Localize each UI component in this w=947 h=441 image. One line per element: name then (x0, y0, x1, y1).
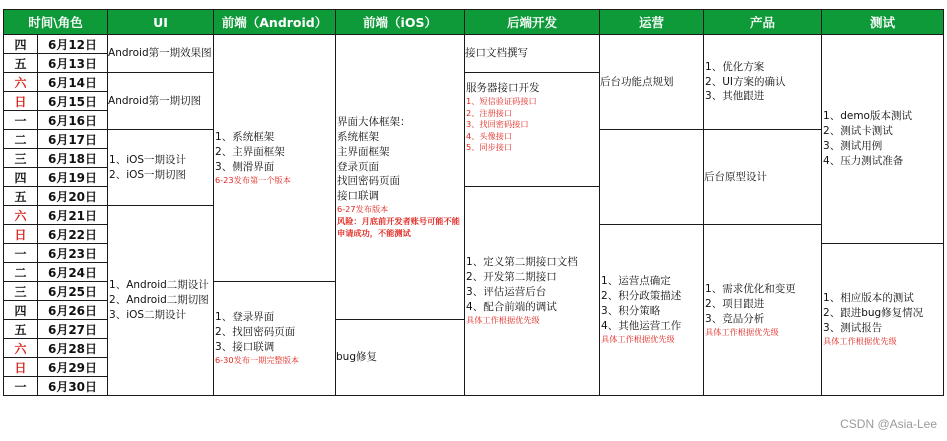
android-block-2 (214, 282, 336, 396)
ios-task: 系统框架 (337, 130, 380, 143)
date-cell: 6月19日 (38, 168, 108, 187)
backend-block-3 (465, 187, 600, 396)
ios-task: 界面大体框架： (337, 115, 411, 128)
backend-api-item: 3、找回密码接口 (466, 119, 529, 130)
date-cell: 6月20日 (38, 187, 108, 206)
weekday-cell: 四 (4, 168, 38, 187)
test-task: 1、demo版本测试 (823, 110, 912, 123)
weekday-cell: 六 (4, 73, 38, 92)
product-task: 3、竞品分析 (705, 312, 765, 325)
ui-task: 1、iOS一期设计 (109, 153, 187, 166)
product-task: 3、其他跟进 (705, 90, 765, 103)
backend-task: 1、定义第二期接口文档 (466, 256, 578, 269)
date-cell: 6月28日 (38, 339, 108, 358)
header-time-role: 时间\角色 (4, 10, 108, 35)
android-task: 1、登录界面 (215, 311, 275, 324)
product-priority-note: 具体工作根据优先级 (705, 326, 779, 337)
weekday-cell: 日 (4, 225, 38, 244)
date-cell: 6月26日 (38, 301, 108, 320)
backend-priority-note: 具体工作根据优先级 (466, 314, 540, 325)
date-cell: 6月23日 (38, 244, 108, 263)
date-cell: 6月22日 (38, 225, 108, 244)
date-cell: 6月15日 (38, 92, 108, 111)
weekday-cell: 五 (4, 320, 38, 339)
header-android: 前端（Android） (214, 10, 336, 35)
test-task: 2、测试卡测试 (823, 125, 893, 138)
date-cell: 6月29日 (38, 358, 108, 377)
android-block-1 (214, 35, 336, 282)
weekday-cell: 四 (4, 35, 38, 54)
android-task: 1、系统框架 (215, 130, 275, 143)
weekday-cell: 一 (4, 111, 38, 130)
ui-block-3 (108, 130, 214, 206)
date-cell: 6月21日 (38, 206, 108, 225)
ios-task: 找回密码页面 (337, 175, 401, 188)
ios-task: 接口联调 (337, 190, 380, 203)
backend-task: 2、开发第二期接口 (466, 271, 557, 284)
weekday-cell: 三 (4, 282, 38, 301)
ops-task: 4、其他运营工作 (601, 320, 682, 333)
weekday-cell: 日 (4, 358, 38, 377)
android-release-note: 6-30发布一期完整版本 (215, 355, 300, 366)
backend-task: 3、评估运营后台 (466, 286, 547, 299)
ui-block-2 (108, 73, 214, 130)
header-ui: UI (108, 10, 214, 35)
android-task: 3、侧滑界面 (215, 160, 275, 173)
date-cell: 6月27日 (38, 320, 108, 339)
weekday-cell: 二 (4, 130, 38, 149)
product-block-3 (704, 225, 822, 396)
ui-task: 1、Android二期设计 (109, 279, 209, 292)
android-release-note: 6-23发布第一个版本 (215, 174, 291, 185)
weekday-cell: 六 (4, 339, 38, 358)
product-block-2-text: 后台原型设计 (704, 170, 768, 183)
android-task: 2、主界面框架 (215, 145, 285, 158)
weekday-cell: 五 (4, 187, 38, 206)
ui-task: 2、Android二期切图 (109, 294, 209, 307)
weekday-cell: 一 (4, 244, 38, 263)
weekday-cell: 四 (4, 301, 38, 320)
product-task: 2、UI方案的确认 (705, 75, 786, 88)
backend-block-1 (465, 35, 600, 73)
ops-block-1 (600, 35, 704, 130)
ops-task: 1、运营点确定 (601, 275, 671, 288)
test-task: 3、测试用例 (823, 140, 883, 152)
header-product: 产品 (704, 10, 822, 35)
weekday-cell: 五 (4, 54, 38, 73)
backend-block-1-text: 接口文档撰写 (465, 47, 529, 60)
backend-task: 4、配合前端的调试 (466, 301, 557, 314)
date-cell: 6月16日 (38, 111, 108, 130)
ops-block-2 (600, 225, 704, 396)
table-row (4, 35, 944, 54)
product-task: 1、需求优化和变更 (705, 282, 796, 295)
weekday-cell: 六 (4, 206, 38, 225)
ios-risk-note: 风险：月底前开发者账号可能不能申请成功，不能测试 (337, 215, 460, 238)
test-task: 1、相应版本的测试 (823, 292, 914, 305)
ios-block-2-text: bug修复 (336, 351, 378, 364)
backend-api-item: 1、短信验证码接口 (466, 95, 537, 106)
ios-task: 主界面框架 (337, 145, 390, 158)
ui-task: 2、iOS一期切图 (109, 168, 187, 181)
date-cell: 6月25日 (38, 282, 108, 301)
date-cell: 6月14日 (38, 73, 108, 92)
header-test: 测试 (822, 10, 944, 35)
date-cell: 6月30日 (38, 377, 108, 396)
product-task: 2、项目跟进 (705, 297, 765, 310)
date-cell: 6月12日 (38, 35, 108, 54)
ios-block-2 (336, 320, 465, 396)
backend-api-item: 2、注册接口 (466, 107, 513, 118)
ops-task: 2、积分政策描述 (601, 290, 682, 303)
android-task: 3、接口联调 (215, 341, 275, 354)
schedule-table (3, 9, 944, 396)
backend-api-item: 4、头像接口 (466, 130, 513, 141)
backend-block-2 (465, 73, 600, 187)
ios-task: 登录页面 (337, 160, 380, 173)
test-block-2 (822, 244, 944, 396)
header-row (4, 10, 944, 35)
ui-block-4 (108, 206, 214, 396)
date-cell: 6月18日 (38, 149, 108, 168)
product-block-1 (704, 35, 822, 130)
product-block-2 (704, 130, 822, 225)
product-task: 1、优化方案 (705, 60, 765, 73)
test-priority-note: 具体工作根据优先级 (823, 336, 897, 347)
watermark: CSDN @Asia-Lee (840, 417, 937, 431)
header-backend: 后端开发 (465, 10, 600, 35)
ui-block-1 (108, 35, 214, 73)
weekday-cell: 日 (4, 92, 38, 111)
ops-task: 3、积分策略 (601, 305, 661, 318)
ops-block-1-text: 后台功能点规划 (600, 75, 674, 88)
header-ios: 前端（iOS） (336, 10, 465, 35)
date-cell: 6月13日 (38, 54, 108, 73)
ui-block-1-text: Android第一期效果图 (108, 47, 212, 60)
weekday-cell: 三 (4, 149, 38, 168)
ios-release-note: 6-27发布版本 (337, 204, 389, 215)
ui-block-2-text: Android第一期切图 (108, 94, 202, 107)
test-task: 2、跟进bug修复情况 (823, 307, 924, 320)
android-task: 2、找回密码页面 (215, 326, 296, 339)
test-task: 4、压力测试准备 (823, 154, 904, 167)
test-block-1 (822, 35, 944, 244)
weekday-cell: 二 (4, 263, 38, 282)
ui-task: 3、iOS二期设计 (109, 308, 187, 321)
backend-api-item: 5、同步接口 (466, 142, 513, 153)
test-task: 3、测试报告 (823, 322, 883, 335)
ops-block-2-spacer (600, 130, 704, 225)
date-cell: 6月17日 (38, 130, 108, 149)
weekday-cell: 一 (4, 377, 38, 396)
date-cell: 6月24日 (38, 263, 108, 282)
backend-block-2-title: 服务器接口开发 (466, 82, 540, 94)
header-ops: 运营 (600, 10, 704, 35)
ops-priority-note: 具体工作根据优先级 (601, 333, 675, 344)
ios-block-1 (336, 35, 465, 320)
